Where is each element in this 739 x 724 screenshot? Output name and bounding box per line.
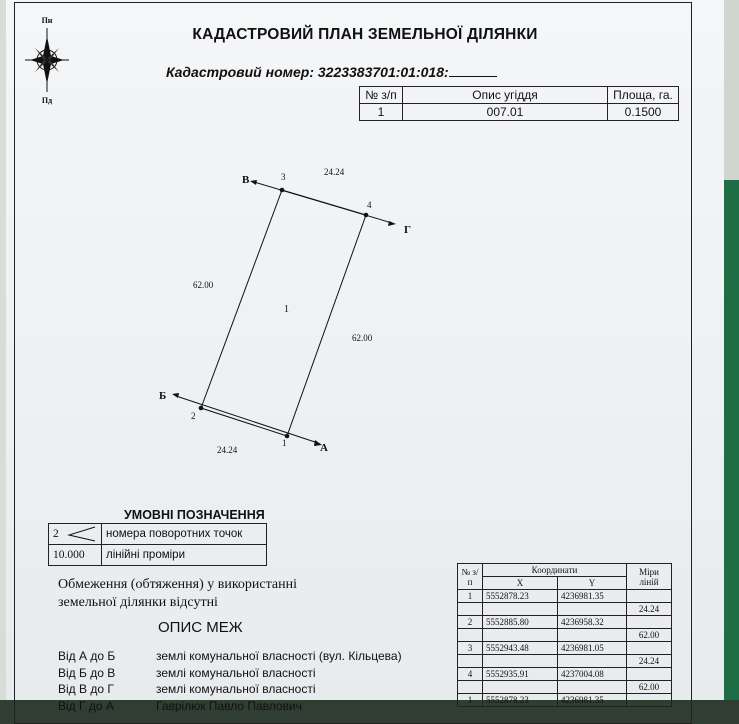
- coords-cell-x: 5552878.23: [483, 590, 558, 603]
- coords-cell-y: 4236981.35: [558, 590, 627, 603]
- compass-north-label: Пн: [41, 16, 53, 25]
- direction-label-v: В: [242, 174, 250, 186]
- boundary-from: Від А до Б: [58, 649, 116, 663]
- direction-label-g: Г: [404, 224, 411, 236]
- coords-row: [458, 590, 672, 603]
- arrow-g-icon: [388, 221, 396, 226]
- boundary-from: Від В до Г: [58, 682, 114, 696]
- coords-header-row-1: [458, 564, 672, 577]
- land-use-row: [360, 104, 679, 121]
- coords-cell-x: 5552943.48: [483, 642, 558, 655]
- coords-cell-num: 2: [458, 616, 483, 629]
- coords-cell-measure: 24.24: [627, 655, 672, 668]
- boundary-desc: Гаврілюк Павло Павлович: [156, 698, 302, 713]
- land-use-cell-desc: 007.01: [403, 104, 608, 121]
- coords-header-measure: Міри ліній: [627, 564, 672, 590]
- legend-row-measures: [49, 545, 267, 566]
- boundary-list: [58, 648, 402, 714]
- boundary-from: Від Г до А: [58, 698, 114, 713]
- boundary-desc: землі комунальної власності (вул. Кільцева): [156, 649, 402, 663]
- dimension-right: 62.00: [352, 333, 373, 343]
- boundary-item: [58, 665, 402, 682]
- cadastral-number-blank: [449, 64, 497, 77]
- land-use-header-num: № з/п: [360, 87, 403, 104]
- boundary-desc: землі комунальної власності: [156, 682, 316, 696]
- corner-point-3: [280, 188, 285, 193]
- coords-cell-measure: [627, 694, 672, 707]
- coords-cell-x: 5552935.91: [483, 668, 558, 681]
- coords-cell-y: 4236981.05: [558, 642, 627, 655]
- coords-cell-empty: [627, 616, 672, 629]
- coords-cell-measure: 62.00: [627, 629, 672, 642]
- dimension-bottom: 24.24: [217, 445, 238, 455]
- corner-label-1: 1: [282, 438, 287, 448]
- background-green-wall: [724, 180, 739, 700]
- coords-cell-empty: [627, 590, 672, 603]
- arrow-b-icon: [172, 393, 179, 398]
- legend-symbol-measure: 10.000: [49, 545, 102, 566]
- land-use-table: [359, 86, 679, 121]
- cadastral-number-value: 3223383701:01:018:: [317, 64, 449, 80]
- coords-cell-y: 4237004.08: [558, 668, 627, 681]
- land-use-header-area: Площа, га.: [608, 87, 679, 104]
- coords-cell-y: 4236958.32: [558, 616, 627, 629]
- coords-cell-num: 1: [458, 694, 483, 707]
- cadastral-plan-document: [6, 0, 724, 713]
- legend-text-measures: лінійні проміри: [102, 545, 267, 566]
- coords-cell-measure: 62.00: [627, 681, 672, 694]
- boundary-item: [58, 681, 402, 698]
- legend-text-points: номера поворотних точок: [102, 524, 267, 545]
- direction-label-a: А: [320, 442, 328, 454]
- coords-measure-row: [458, 629, 672, 642]
- coords-measure-row: [458, 655, 672, 668]
- land-use-header-desc: Опис угіддя: [403, 87, 608, 104]
- coords-row: [458, 616, 672, 629]
- legend-symbol-point: [49, 524, 102, 545]
- coords-header-y: Y: [558, 577, 627, 590]
- plot-diagram: [146, 160, 436, 470]
- boundary-line-b-a: [176, 396, 318, 443]
- dimension-left: 62.00: [193, 280, 214, 290]
- boundary-from: Від Б до В: [58, 665, 116, 680]
- legend-row-points: [49, 524, 267, 545]
- compass-south-label: Пд: [41, 96, 53, 105]
- page-title: КАДАСТРОВИЙ ПЛАН ЗЕМЕЛЬНОЇ ДІЛЯНКИ: [192, 26, 538, 43]
- corner-label-4: 4: [367, 200, 372, 210]
- coords-cell-num: 1: [458, 590, 483, 603]
- coords-cell-y: 4236981.35: [558, 694, 627, 707]
- legend-symbol-point-number: 2: [53, 528, 59, 540]
- land-use-cell-num: 1: [360, 104, 403, 121]
- coords-cell-x: 5552878.23: [483, 694, 558, 707]
- land-use-cell-area: 0.1500: [608, 104, 679, 121]
- corner-label-3: 3: [281, 172, 286, 182]
- coords-row: [458, 642, 672, 655]
- legend-table: [48, 523, 267, 566]
- corner-point-4: [364, 213, 369, 218]
- boundary-desc: землі комунальної власності: [156, 665, 316, 680]
- boundary-title: ОПИС МЕЖ: [158, 619, 243, 636]
- coords-header-x: X: [483, 577, 558, 590]
- arrow-v-icon: [250, 180, 257, 185]
- coordinates-table: [457, 563, 672, 707]
- corner-point-2: [199, 406, 204, 411]
- land-use-header-row: [360, 87, 679, 104]
- coords-header-coordinates: Координати: [483, 564, 627, 577]
- coords-measure-row: [458, 681, 672, 694]
- coords-row: [458, 694, 672, 707]
- coords-header-num: № з/п: [458, 564, 483, 590]
- direction-label-b: Б: [159, 390, 167, 402]
- coords-cell-x: 5552885.80: [483, 616, 558, 629]
- restrictions-note: [58, 576, 297, 612]
- restrictions-line-1: Обмеження (обтяження) у використанні: [58, 577, 298, 592]
- coords-cell-num: 4: [458, 668, 483, 681]
- coords-cell-measure: 24.24: [627, 603, 672, 616]
- cadastral-number: [166, 64, 497, 80]
- callout-symbol-icon: [67, 525, 97, 543]
- coords-cell-empty: [627, 642, 672, 655]
- legend-title: УМОВНІ ПОЗНАЧЕННЯ: [124, 508, 265, 522]
- corner-label-2: 2: [191, 411, 196, 421]
- cadastral-number-label: Кадастровий номер:: [166, 64, 314, 80]
- boundary-item: [58, 648, 402, 665]
- coords-row: [458, 668, 672, 681]
- restrictions-line-2: земельної ділянки відсутні: [58, 595, 218, 610]
- dimension-top: 24.24: [324, 167, 345, 177]
- coords-measure-row: [458, 603, 672, 616]
- coords-cell-empty: [627, 668, 672, 681]
- parcel-number-label: 1: [284, 304, 289, 315]
- coords-cell-num: 3: [458, 642, 483, 655]
